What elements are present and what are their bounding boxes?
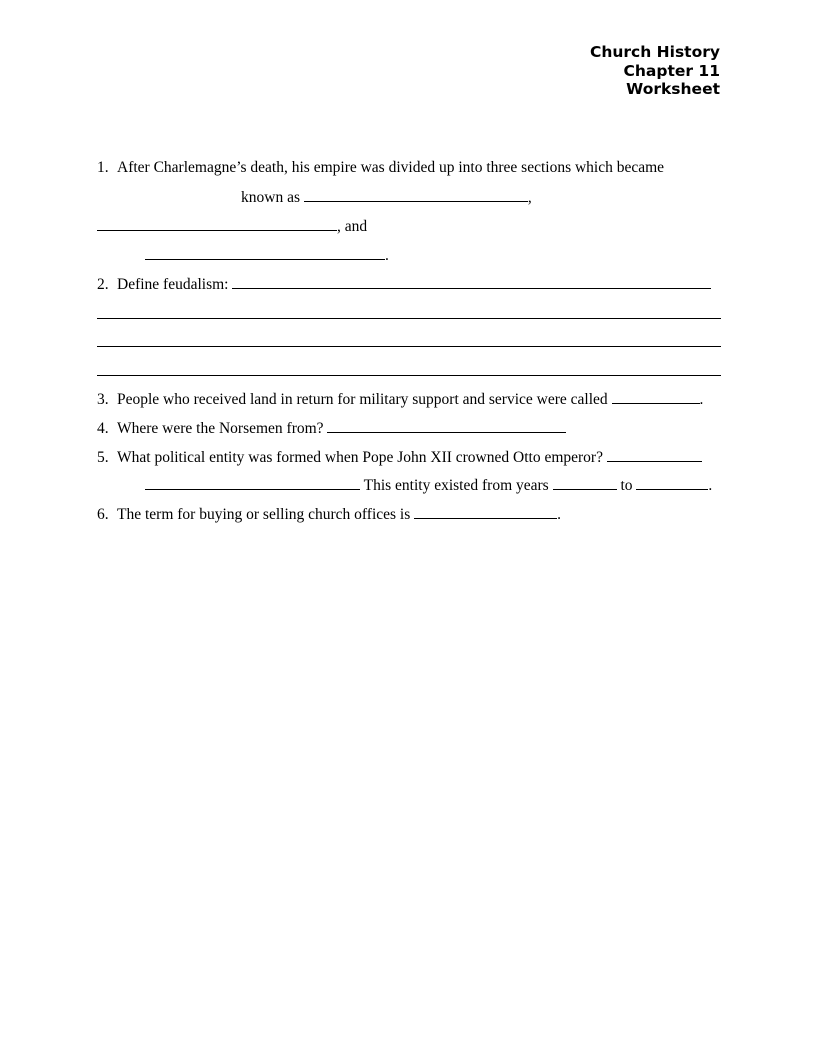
- question-text: What political entity was formed when Pope John XII crowned Otto emperor?: [117, 449, 603, 466]
- answer-blank[interactable]: [612, 389, 700, 404]
- question-number: 3.: [97, 391, 109, 408]
- answer-blank[interactable]: [304, 187, 528, 202]
- answer-line[interactable]: [97, 375, 721, 376]
- answer-blank[interactable]: [232, 274, 711, 289]
- period-text: .: [385, 247, 389, 264]
- answer-line[interactable]: [97, 346, 721, 347]
- answer-blank[interactable]: [414, 504, 557, 519]
- question-number: 2.: [97, 276, 109, 293]
- answer-line[interactable]: [97, 318, 721, 319]
- question-number: 1.: [97, 159, 109, 176]
- course-title: Church History: [589, 43, 720, 61]
- chapter-label: Chapter 11: [623, 61, 720, 80]
- period-text: .: [557, 506, 562, 523]
- question-number: 5.: [97, 449, 109, 466]
- start-year-blank[interactable]: [553, 475, 617, 490]
- worksheet-header: [590, 43, 720, 99]
- end-year-blank[interactable]: [636, 475, 708, 490]
- period-text: .: [699, 391, 704, 408]
- question-1-line-2: [241, 187, 532, 207]
- and-text: , and: [337, 218, 368, 235]
- question-4: [97, 418, 566, 438]
- question-text: The term for buying or selling church offices is: [117, 506, 411, 523]
- question-text: After Charlemagne’s death, his empire was divided up into three sections which became: [117, 159, 665, 176]
- question-5-line-2: [145, 475, 712, 495]
- answer-blank[interactable]: [607, 447, 702, 462]
- answer-blank[interactable]: [145, 475, 360, 490]
- question-1: [97, 159, 664, 177]
- question-number: 4.: [97, 420, 109, 437]
- question-1-line-4: [145, 245, 389, 265]
- answer-blank[interactable]: [145, 245, 385, 260]
- question-5: [97, 447, 702, 467]
- question-number: 6.: [97, 506, 109, 523]
- question-3: [97, 389, 703, 409]
- answer-blank[interactable]: [327, 418, 566, 433]
- period-text: .: [708, 477, 713, 494]
- question-2: [97, 274, 711, 294]
- worksheet-label: Worksheet: [626, 80, 720, 98]
- answer-blank[interactable]: [97, 216, 337, 231]
- to-text: to: [620, 477, 633, 494]
- question-text: Define feudalism:: [117, 276, 229, 293]
- question-1-line-3: [97, 216, 367, 236]
- question-6: [97, 504, 561, 524]
- comma-text: ,: [527, 189, 532, 206]
- question-text: People who received land in return for military support and service were called: [117, 391, 608, 408]
- existed-text: This entity existed from years: [363, 477, 549, 494]
- question-text: Where were the Norsemen from?: [117, 420, 324, 437]
- known-as-text: known as: [241, 189, 300, 206]
